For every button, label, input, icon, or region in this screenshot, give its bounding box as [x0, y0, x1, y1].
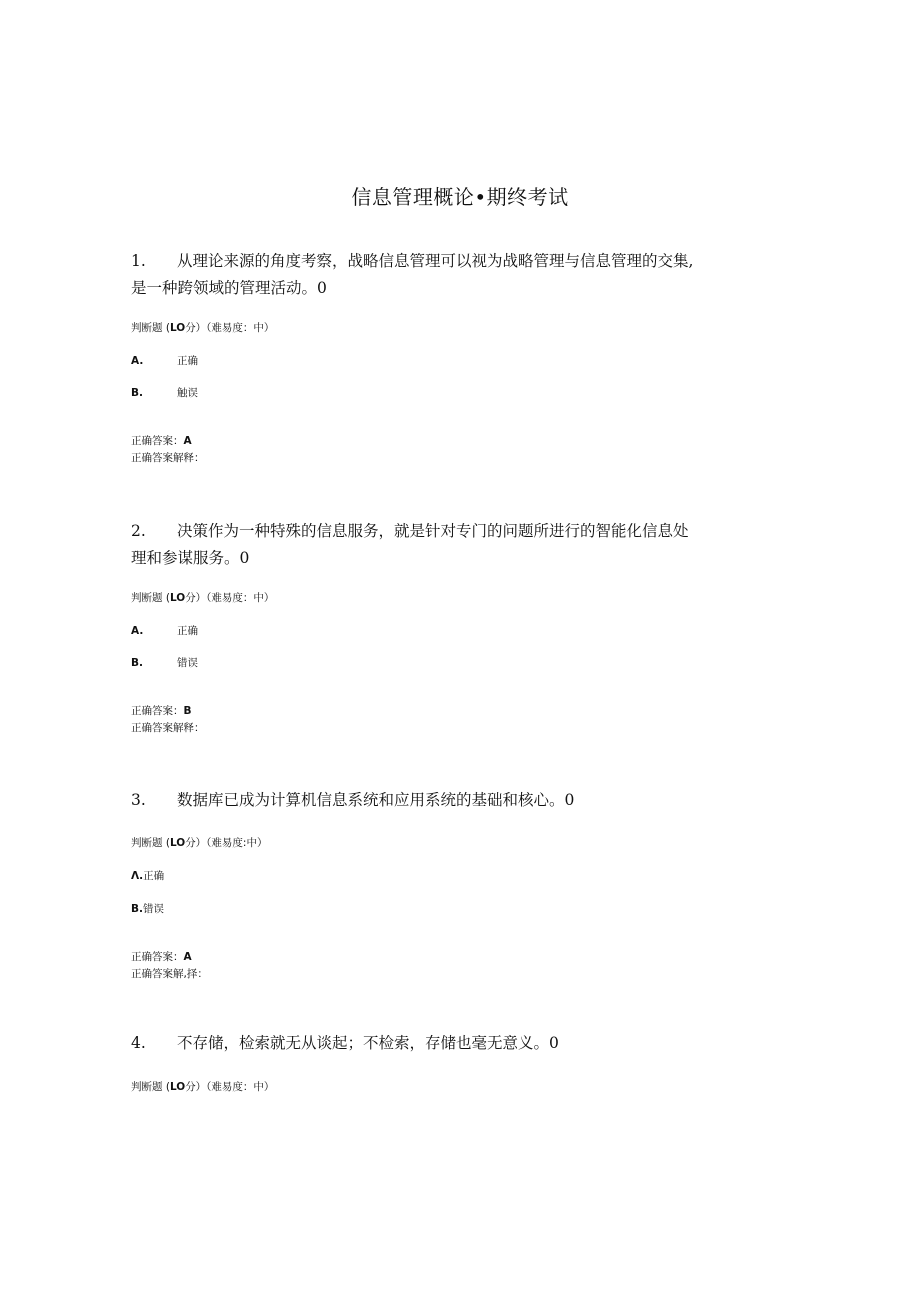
- question-2-explanation: 正确答案解释：: [131, 722, 205, 734]
- option-key: B.: [131, 657, 143, 669]
- question-1-answer-value: A: [183, 435, 192, 447]
- question-2-option-a[interactable]: [131, 623, 198, 638]
- option-text: 正确: [143, 870, 165, 882]
- question-1-text-line1: 从理论来源的角度考察，战略信息管理可以视为战略管理与信息管理的交集,: [177, 252, 694, 270]
- question-1-text-line2: 是一种跨领域的管理活动。0: [131, 279, 327, 297]
- question-2-meta: 判断题 (LO分）（难易度：中）: [131, 592, 275, 604]
- question-2-text-line2: 理和参谋服务。0: [131, 549, 250, 567]
- option-text: 正确: [177, 355, 198, 367]
- question-3-meta: 判断题 (LO分）（难易度:中）: [131, 837, 268, 849]
- option-key: B.: [131, 903, 143, 915]
- question-3-answer-value: A: [183, 951, 192, 963]
- question-4-score: LO: [169, 1081, 186, 1093]
- question-1-option-b[interactable]: [131, 385, 198, 400]
- question-4-stem: [131, 1030, 771, 1057]
- question-2-answer: 正确答案：B: [131, 705, 192, 717]
- question-4-meta: 判断题 (LO分）（难易度：中）: [131, 1081, 275, 1093]
- option-key: B.: [131, 387, 143, 399]
- question-2-answer-block: [131, 703, 205, 737]
- question-3-option-a[interactable]: [131, 868, 164, 883]
- option-text: 触误: [177, 387, 198, 399]
- question-1-explanation: 正确答案解释：: [131, 452, 205, 464]
- question-3-text-line1: 数据库已成为计算机信息系统和应用系统的基础和核心。0: [177, 791, 575, 809]
- question-1-score: LO: [169, 322, 186, 334]
- option-text: 错误: [177, 657, 198, 669]
- question-2-answer-value: B: [183, 705, 192, 717]
- question-1-option-a[interactable]: [131, 353, 198, 368]
- question-1-answer: 正确答案：A: [131, 435, 192, 447]
- question-1-number: 1.: [131, 252, 146, 270]
- question-3-option-b[interactable]: [131, 901, 164, 916]
- question-2-stem: [131, 518, 771, 572]
- document-title: 信息管理概论•期终考试: [351, 185, 569, 209]
- option-key: Λ.: [131, 870, 144, 882]
- question-3-stem: [131, 787, 771, 814]
- question-3-score: LO: [169, 837, 186, 849]
- option-text: 正确: [177, 625, 198, 637]
- question-1-answer-block: [131, 433, 205, 467]
- question-1-stem: [131, 248, 771, 302]
- question-3-answer: 正确答案：A: [131, 951, 192, 963]
- question-2-text-line1: 决策作为一种特殊的信息服务，就是针对专门的问题所进行的智能化信息处: [177, 522, 689, 540]
- question-1-meta: 判断题 (LO分）（难易度：中）: [131, 322, 275, 334]
- question-3-explanation: 正确答案解,择：: [131, 968, 208, 980]
- option-text: 错误: [143, 903, 164, 915]
- question-3-number: 3.: [131, 791, 146, 809]
- question-3-answer-block: [131, 949, 208, 983]
- question-2-number: 2.: [131, 522, 146, 540]
- question-4-number: 4.: [131, 1034, 146, 1052]
- option-key: A.: [131, 625, 144, 637]
- question-2-score: LO: [169, 592, 186, 604]
- question-4-text-line1: 不存储，检索就无从谈起；不检索，存储也毫无意义。0: [177, 1034, 559, 1052]
- option-key: A.: [131, 355, 144, 367]
- question-2-option-b[interactable]: [131, 655, 198, 670]
